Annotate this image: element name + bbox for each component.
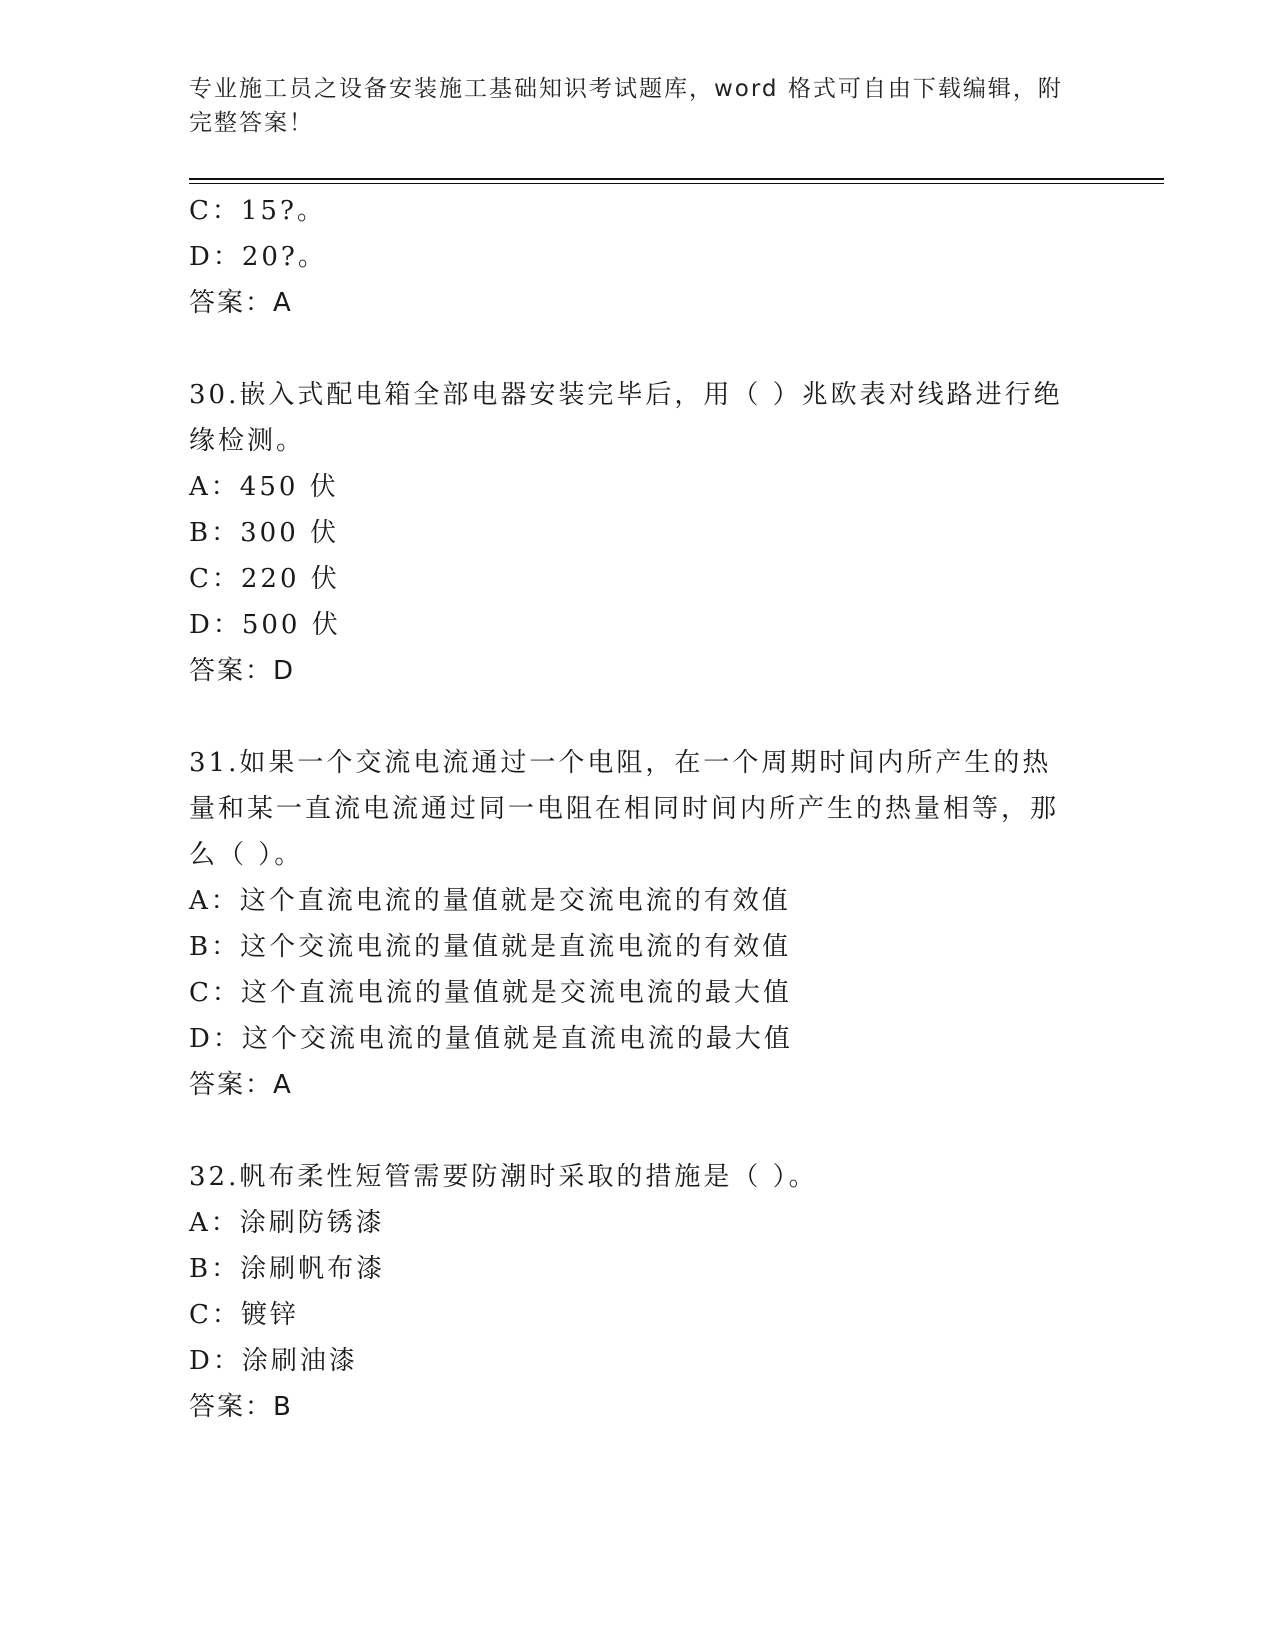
spacer [189, 326, 1089, 372]
option-b: B：涂刷帆布漆 [189, 1254, 386, 1284]
question-stem: 31.如果一个交流电流通过一个电阻，在一个周期时间内所产生的热量和某一直流电流通过同一电阻在相同时间内所产生的热量相等，那么（ ）。 [189, 748, 1060, 870]
answer-line: 答案：A [189, 1070, 293, 1100]
option-d: D：500 伏 [189, 610, 341, 640]
option-a: A：涂刷防锈漆 [189, 1208, 385, 1238]
option-b: B：300 伏 [189, 518, 339, 548]
option-d: D：20?。 [189, 242, 327, 272]
option-d: D：涂刷油漆 [189, 1346, 358, 1376]
option-b: B：这个交流电流的量值就是直流电流的有效值 [189, 932, 792, 962]
option-a: A：450 伏 [189, 472, 339, 502]
question-list [189, 188, 1089, 1430]
document-header: 专业施工员之设备安装施工基础知识考试题库，word 格式可自由下载编辑，附完整答案！ [189, 76, 1063, 136]
question-30 [189, 372, 1089, 694]
question-stem: 32.帆布柔性短管需要防潮时采取的措施是（ ）。 [189, 1162, 818, 1192]
previous-question-tail [189, 188, 1089, 326]
option-c: C：220 伏 [189, 564, 340, 594]
question-stem: 30.嵌入式配电箱全部电器安装完毕后，用（ ）兆欧表对线路进行绝缘检测。 [189, 380, 1063, 456]
option-a: A：这个直流电流的量值就是交流电流的有效值 [189, 886, 791, 916]
option-d: D：这个交流电流的量值就是直流电流的最大值 [189, 1024, 793, 1054]
option-c: C：15?。 [189, 196, 326, 226]
answer-line: 答案：D [189, 656, 296, 686]
answer-line: 答案：A [189, 288, 293, 318]
question-31 [189, 740, 1089, 1108]
question-32 [189, 1154, 1089, 1430]
header-divider-thin [189, 183, 1164, 184]
header-divider-thick [189, 178, 1164, 180]
spacer [189, 694, 1089, 740]
option-c: C：镀锌 [189, 1300, 299, 1330]
spacer [189, 1108, 1089, 1154]
option-c: C：这个直流电流的量值就是交流电流的最大值 [189, 978, 792, 1008]
answer-line: 答案：B [189, 1392, 293, 1422]
